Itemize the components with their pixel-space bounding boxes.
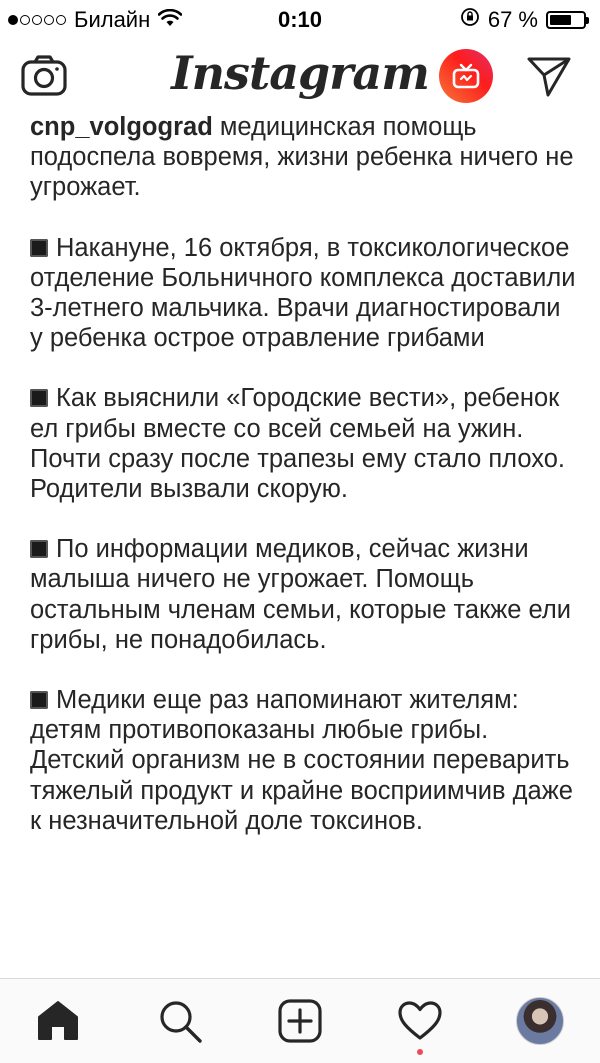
tab-activity[interactable] [390,991,450,1051]
post-caption [30,100,580,976]
paragraph-text: Накануне, 16 октября, в токсикологическое отделение Больничного комплекса доставили 3-летнего мальчика. Врачи диагностировали у ребенка острое отравление грибами [30,233,576,353]
carrier-name: Билайн [74,7,151,32]
new-post-icon [277,998,323,1044]
tab-new-post[interactable] [270,991,330,1051]
post-username[interactable]: cnp_volgograd [30,113,213,141]
caption-intro-text: медицинская помощь подоспела вовремя, жизни ребенка ничего не угрожает. [30,113,574,202]
caption-paragraph [30,534,580,655]
profile-avatar [516,997,564,1045]
caption-paragraph [30,383,580,504]
orientation-lock-icon [460,7,480,33]
instagram-logo: Instagram [171,46,429,100]
status-bar [0,0,600,40]
battery-fill [550,15,571,25]
status-right [460,7,586,33]
black-square-icon [30,389,48,407]
paragraph-text: По информации медиков, сейчас жизни малыша ничего не угрожает. Помощь остальным членам семьи, которые также ели грибы, не понадобилась. [30,535,572,654]
direct-send-icon [526,54,572,98]
battery-icon [546,11,586,29]
battery-percent: 67 % [487,7,538,32]
black-square-icon [30,540,48,558]
igtv-icon [439,49,493,103]
black-square-icon [30,691,48,709]
caption-paragraph [30,233,580,354]
status-time: 0:10 [277,7,323,32]
igtv-button[interactable] [438,48,494,104]
paragraph-text: Медики еще раз напоминают жителям: детям противопоказаны любые грибы. Детский организм не в состоянии переварить тяжелый продукт и крайне восприимчив даже к незначительной доле токсинов. [30,686,573,835]
caption-paragraph [30,685,580,836]
caption-intro [30,112,580,203]
tab-search[interactable] [150,991,210,1051]
home-icon [35,999,81,1043]
paragraph-text: Как выяснили «Городские вести», ребенок ел грибы вместе со всей семьей на ужин. Почти сразу после трапезы ему стало плохо. Родители вызвали скорую. [30,384,565,504]
activity-heart-icon [397,1000,443,1042]
direct-messages-button[interactable] [521,48,577,104]
activity-notification-dot [417,1049,423,1055]
search-icon [157,998,203,1044]
black-square-icon [30,239,48,257]
tab-profile[interactable] [510,991,570,1051]
tab-home[interactable] [28,991,88,1051]
bottom-tab-bar [0,978,600,1063]
